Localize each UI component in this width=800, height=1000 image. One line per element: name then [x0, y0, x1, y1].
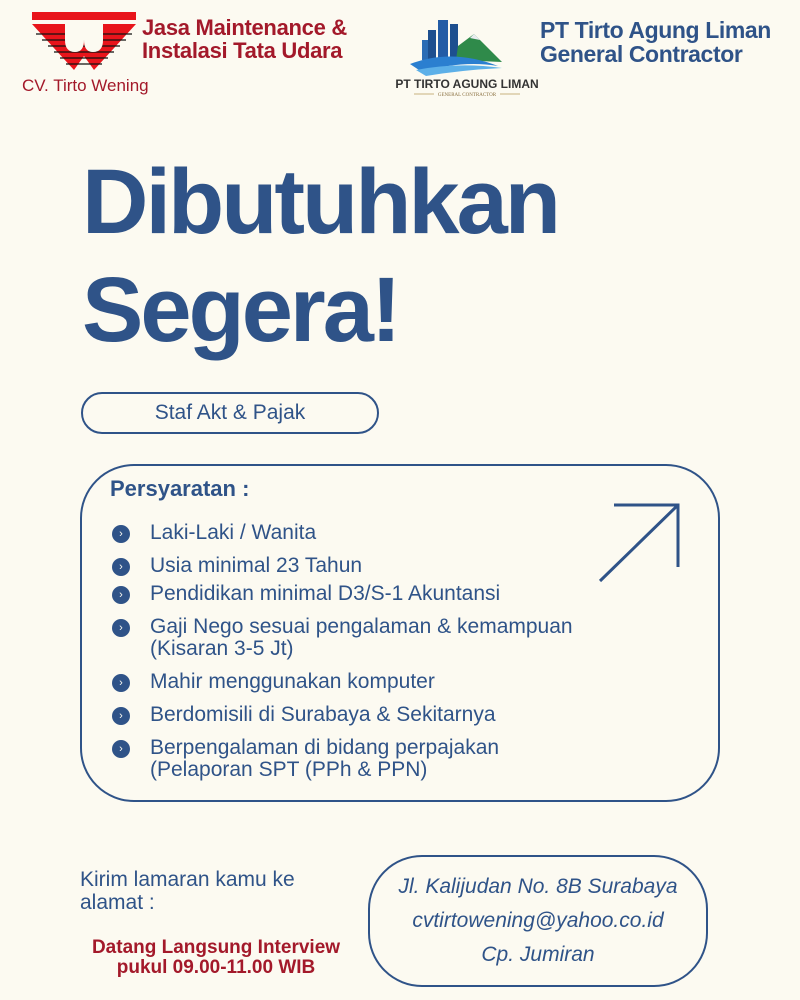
headline-line1: Dibutuhkan: [82, 151, 558, 253]
svg-text:GENERAL CONTRACTOR: GENERAL CONTRACTOR: [437, 93, 497, 98]
contact-address: Jl. Kalijudan No. 8B Surabaya: [398, 875, 678, 898]
send-application-text: [80, 868, 295, 914]
pt-tirto-agung-liman-title: [540, 18, 771, 66]
chevron-bullet-icon: ›: [112, 558, 130, 576]
requirement-line2: (Kisaran 3-5 Jt): [150, 637, 294, 660]
pt-tirto-agung-liman-logo-icon: [392, 8, 542, 98]
chevron-bullet-icon: ›: [112, 707, 130, 725]
requirement-text: Berdomisili di Surabaya & Sekitarnya: [150, 703, 496, 726]
svg-text:PT TIRTO AGUNG LIMAN: PT TIRTO AGUNG LIMAN: [395, 77, 539, 91]
tirto-wening-logo-icon: [32, 12, 136, 70]
contact-person: Cp. Jumiran: [481, 943, 595, 966]
requirements-list: [112, 522, 573, 792]
contact-email[interactable]: cvtirtowening@yahoo.co.id: [412, 909, 664, 932]
pt-title-line1: PT Tirto Agung Liman: [540, 17, 771, 43]
requirement-text: [150, 616, 573, 660]
requirement-item: [112, 616, 573, 660]
requirement-line2: (Pelaporan SPT (PPh & PPN): [150, 758, 428, 781]
requirement-text: Pendidikan minimal D3/S-1 Akuntansi: [150, 582, 501, 605]
service-title-line2: Instalasi Tata Udara: [142, 38, 343, 63]
requirement-text: Usia minimal 23 Tahun: [150, 554, 363, 577]
requirement-text: [150, 737, 499, 781]
arrow-up-right-icon: [592, 495, 682, 585]
headline-line2: Segera!: [82, 259, 399, 361]
requirement-line1: Gaji Nego sesuai pengalaman & kemampuan: [150, 615, 573, 638]
interview-info: [80, 938, 352, 978]
chevron-bullet-icon: ›: [112, 586, 130, 604]
headline: [82, 148, 558, 364]
chevron-bullet-icon: ›: [112, 674, 130, 692]
send-line1: Kirim lamaran kamu ke: [80, 868, 295, 891]
position-badge: Staf Akt & Pajak: [81, 392, 379, 434]
chevron-bullet-icon: ›: [112, 740, 130, 758]
tirto-wening-company-name: CV. Tirto Wening: [22, 76, 149, 95]
requirement-item: [112, 555, 573, 577]
requirement-item: [112, 671, 573, 693]
service-title-line1: Jasa Maintenance &: [142, 15, 347, 40]
requirement-line1: Berpengalaman di bidang perpajakan: [150, 736, 500, 759]
requirement-item: [112, 583, 573, 605]
requirement-item: [112, 522, 573, 544]
chevron-bullet-icon: ›: [112, 619, 130, 637]
send-line2: alamat :: [80, 891, 155, 914]
chevron-bullet-icon: ›: [112, 525, 130, 543]
tirto-wening-service-title: [142, 16, 347, 62]
requirement-item: [112, 704, 573, 726]
requirements-title: Persyaratan :: [110, 476, 250, 501]
requirement-text: Mahir menggunakan komputer: [150, 670, 435, 693]
interview-line1: Datang Langsung Interview: [91, 937, 341, 958]
pt-title-line2: General Contractor: [540, 41, 743, 67]
requirement-text: Laki-Laki / Wanita: [150, 521, 317, 544]
contact-box: [368, 855, 708, 987]
interview-line2: pukul 09.00-11.00 WIB: [116, 957, 316, 978]
requirement-item: [112, 737, 573, 781]
